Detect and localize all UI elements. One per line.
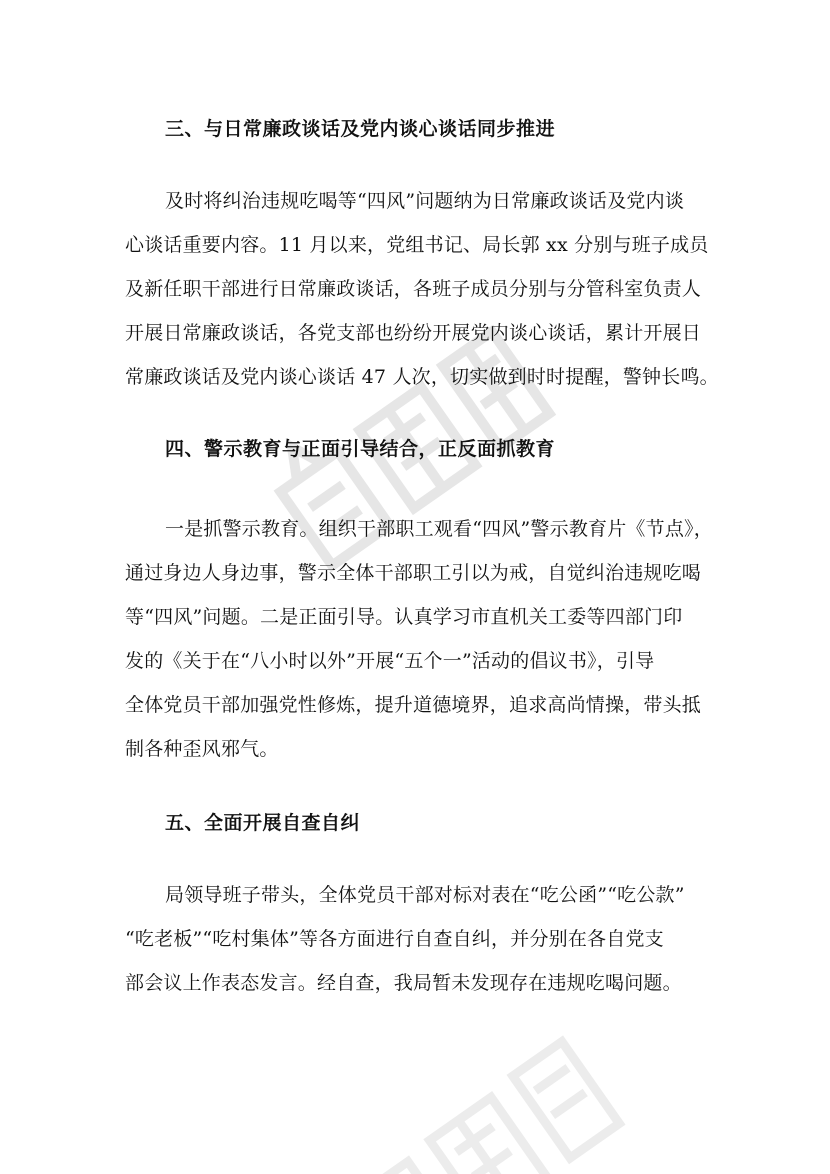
- paragraph-line: 局领导班子带头，全体党员干部对标对表在“吃公函”“吃公款”: [165, 884, 685, 906]
- section-heading: 四、警示教育与正面引导结合，正反面抓教育: [165, 438, 556, 460]
- paragraph-line: “吃老板”“吃村集体”等各方面进行自查自纠，并分别在各自党支: [125, 928, 664, 950]
- paragraph-line: 全体党员干部加强党性修炼，提升道德境界，追求高尚情操，带头抵: [125, 694, 702, 716]
- paragraph-line: 通过身边人身边事，警示全体干部职工引以为戒，自觉纠治违规吃喝: [125, 562, 702, 584]
- paragraph-line: 及时将纠治违规吃喝等“四风”问题纳为日常廉政谈话及党内谈: [165, 190, 685, 212]
- paragraph-line: 常廉政谈话及党内谈心谈话 47 人次，切实做到时时提醒，警钟长鸣。: [125, 366, 719, 388]
- section-heading: 五、全面开展自查自纠: [165, 812, 361, 834]
- paragraph-line: 制各种歪风邪气。: [125, 738, 279, 760]
- paragraph-line: 部会议上作表态发言。经自查，我局暂未发现存在违规吃喝问题。: [125, 972, 682, 994]
- paragraph-line: 开展日常廉政谈话，各党支部也纷纷开展党内谈心谈话，累计开展日: [125, 322, 702, 344]
- paragraph-line: 心谈话重要内容。11 月以来，党组书记、局长郭 xx 分别与班子成员: [125, 234, 709, 256]
- paragraph-line: 一是抓警示教育。组织干部职工观看“四风”警示教育片《节点》，: [165, 518, 713, 540]
- paragraph-line: 等“四风”问题。二是正面引导。认真学习市直机关工委等四部门印: [125, 606, 683, 628]
- section-heading: 三、与日常廉政谈话及党内谈心谈话同步推进: [165, 118, 556, 140]
- paragraph-line: 及新任职干部进行日常廉政谈话，各班子成员分别与分管科室负责人: [125, 278, 702, 300]
- watermark-seal-bottom-icon: [300, 992, 660, 1174]
- paragraph-line: 发的《关于在“八小时以外”开展“五个一”活动的倡议书》，引导: [125, 650, 655, 672]
